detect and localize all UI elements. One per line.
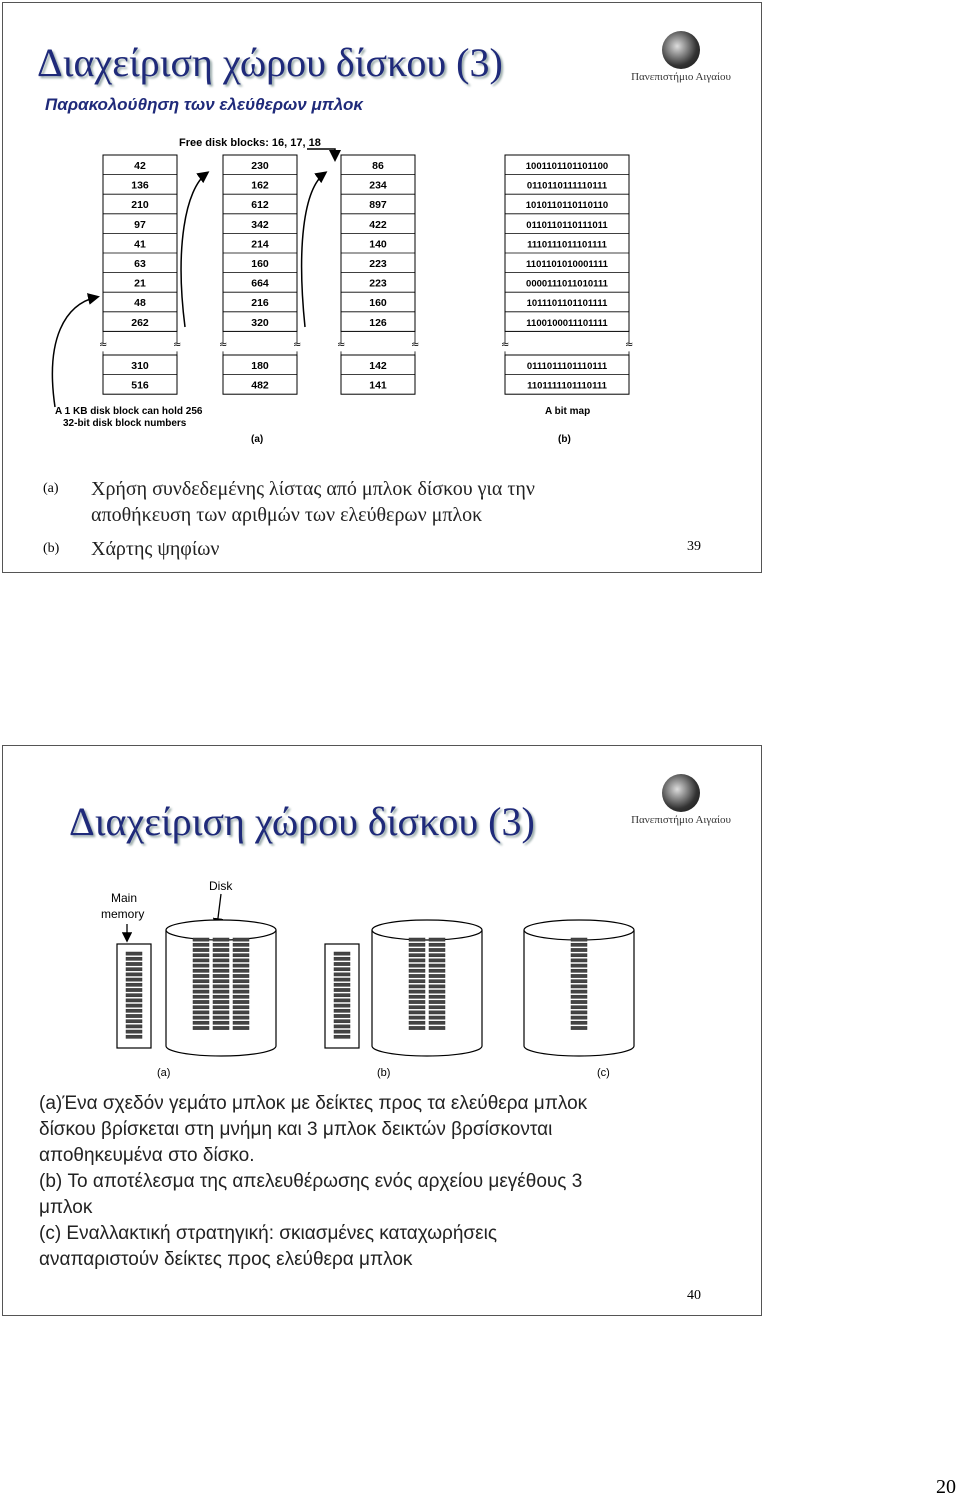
break-mark-icon: ≈ — [501, 339, 510, 351]
table-cell: 1001101101101100 — [525, 161, 609, 172]
body-line-5: μπλοκ — [39, 1197, 93, 1218]
table-cell: 234 — [369, 179, 387, 192]
table-cell: 516 — [131, 379, 149, 392]
caption-text-line-2: αποθήκευση των αριθμών των ελεύθερων μπλοκ — [91, 504, 483, 526]
table-cell: 21 — [134, 277, 146, 290]
table-cell: 422 — [369, 218, 387, 231]
slide-title: Διαχείριση χώρου δίσκου (3) — [69, 799, 535, 844]
caption-text-line-1: Χάρτης ψηφίων — [91, 538, 220, 560]
table-cell: 160 — [251, 258, 269, 270]
link-arrow-1 — [52, 297, 97, 407]
body-line-3: αποθηκευμένα στο δίσκο. — [39, 1145, 255, 1166]
table-cell: 223 — [369, 277, 387, 290]
table-cell: 141 — [369, 379, 387, 392]
free-block-figure — [35, 129, 643, 459]
table-cell: 262 — [131, 316, 149, 329]
table-cell: 160 — [369, 297, 387, 310]
table-cell: 97 — [134, 218, 146, 231]
table-cell: 482 — [251, 379, 269, 392]
figure-svg — [35, 129, 643, 459]
table-cell: 0110110111110111 — [526, 180, 608, 192]
logo-text: Πανεπιστήμιο Αιγαίου — [631, 71, 731, 83]
table-cell: 342 — [251, 218, 269, 231]
break-mark-icon: ≈ — [411, 339, 420, 351]
sheet-page-number: 20 — [936, 1476, 956, 1498]
main-memory-label: Main — [111, 891, 138, 905]
link-arrow-3 — [302, 173, 325, 327]
university-logo — [621, 774, 741, 826]
slide-40 — [2, 745, 762, 1316]
table-cell: 1101111101110111 — [527, 380, 607, 392]
table-cell: 214 — [251, 238, 269, 251]
table-cell: 162 — [251, 179, 269, 192]
main-memory-label-2: memory — [101, 907, 145, 921]
table-cell: 1110111011101111 — [527, 239, 607, 251]
table-cell: 140 — [369, 238, 387, 251]
disk-cylinder — [372, 920, 482, 1056]
body-line-4: (b) Το αποτέλεσμα της απελευθέρωσης ενός αρχείου μεγέθους 3 — [39, 1171, 583, 1192]
body-line-1: (a)Ένα σχεδόν γεμάτο μπλοκ με δείκτες προς τα ελεύθερα μπλοκ — [39, 1093, 588, 1114]
disk-cylinder — [166, 920, 276, 1056]
slide-page-number: 39 — [687, 539, 701, 554]
table-cell: 612 — [251, 199, 269, 212]
table-cell: 216 — [251, 297, 269, 310]
slide-title: Διαχείριση χώρου δίσκου (3) — [37, 40, 503, 85]
table-cell: 310 — [131, 360, 149, 372]
left-note-line-1: A 1 KB disk block can hold 256 — [55, 406, 203, 417]
table-cell: 210 — [131, 199, 149, 212]
logo-text: Πανεπιστήμιο Αιγαίου — [631, 814, 731, 826]
caption-letter: (b) — [43, 541, 60, 556]
free-blocks-label: Free disk blocks: 16, 17, 18 — [179, 137, 321, 149]
table-cell: 0000111011010111 — [526, 278, 608, 290]
table-cell: 0111011101110111 — [526, 361, 608, 372]
disk-label: Disk — [209, 879, 233, 893]
main-memory-block — [325, 944, 359, 1048]
main-memory-block — [117, 944, 151, 1048]
list-block-2 — [219, 155, 301, 394]
table-cell: 0110110110111011 — [526, 219, 608, 231]
free-head-arrow — [307, 149, 335, 159]
break-mark-icon: ≈ — [293, 339, 302, 351]
table-cell: 136 — [131, 179, 149, 192]
caption-a — [43, 478, 723, 531]
break-mark-icon: ≈ — [337, 339, 346, 351]
table-cell: 1100100011101111 — [526, 317, 608, 329]
table-cell: 223 — [369, 258, 387, 270]
table-cell: 86 — [372, 160, 384, 172]
figure-label-a: (a) — [251, 434, 264, 445]
table-cell: 42 — [134, 160, 146, 172]
list-block-1 — [99, 155, 181, 394]
break-mark-icon: ≈ — [99, 339, 108, 351]
table-cell: 63 — [134, 258, 146, 270]
figure-label-a: (a) — [157, 1067, 171, 1079]
bitmap-block — [501, 155, 633, 394]
table-cell: 664 — [251, 277, 269, 290]
bitmap-note: A bit map — [545, 406, 591, 417]
slide-body-text — [39, 1091, 729, 1273]
break-mark-icon: ≈ — [173, 339, 182, 351]
slide-39 — [2, 2, 762, 573]
table-cell: 48 — [134, 297, 146, 310]
body-line-7: αναπαριστούν δείκτες προς ελεύθερα μπλοκ — [39, 1249, 413, 1270]
table-cell: 230 — [251, 160, 269, 172]
figure-label-b: (b) — [377, 1067, 391, 1079]
figure-label-c: (c) — [597, 1067, 610, 1079]
logo-emblem-icon — [662, 774, 700, 812]
caption-letter: (a) — [43, 481, 59, 496]
university-logo — [621, 31, 741, 83]
logo-emblem-icon — [662, 31, 700, 69]
slide-subtitle: Παρακολούθηση των ελεύθερων μπλοκ — [45, 95, 364, 114]
break-mark-icon: ≈ — [625, 339, 634, 351]
slide-page-number: 40 — [687, 1288, 701, 1303]
table-cell: 1010110110110110 — [525, 200, 609, 212]
figure-label-b: (b) — [558, 434, 571, 445]
pointer-block-figure — [97, 874, 649, 1084]
break-mark-icon: ≈ — [219, 339, 228, 351]
caption-b — [43, 538, 723, 567]
caption-text-line-1: Χρήση συνδεδεμένης λίστας από μπλοκ δίσκου για την — [91, 478, 535, 500]
link-arrow-2 — [181, 173, 207, 327]
table-cell: 1011101101101111 — [526, 298, 608, 310]
body-line-6: (c) Εναλλακτική στρατηγική: σκιασμένες καταχωρήσεις — [39, 1223, 498, 1244]
table-cell: 1101101010001111 — [526, 259, 608, 270]
table-cell: 41 — [134, 238, 146, 251]
table-cell: 320 — [251, 316, 269, 329]
table-cell: 180 — [251, 360, 269, 372]
list-block-3 — [337, 155, 419, 394]
figure-svg — [97, 874, 649, 1084]
table-cell: 897 — [369, 199, 387, 212]
left-note-line-2: 32-bit disk block numbers — [63, 418, 187, 429]
body-line-2: δίσκου βρίσκεται στη μνήμη και 3 μπλοκ δεικτών βρσίσκονται — [39, 1119, 553, 1140]
table-cell: 142 — [369, 360, 387, 372]
disk-cylinder — [524, 920, 634, 1056]
table-cell: 126 — [369, 316, 387, 329]
